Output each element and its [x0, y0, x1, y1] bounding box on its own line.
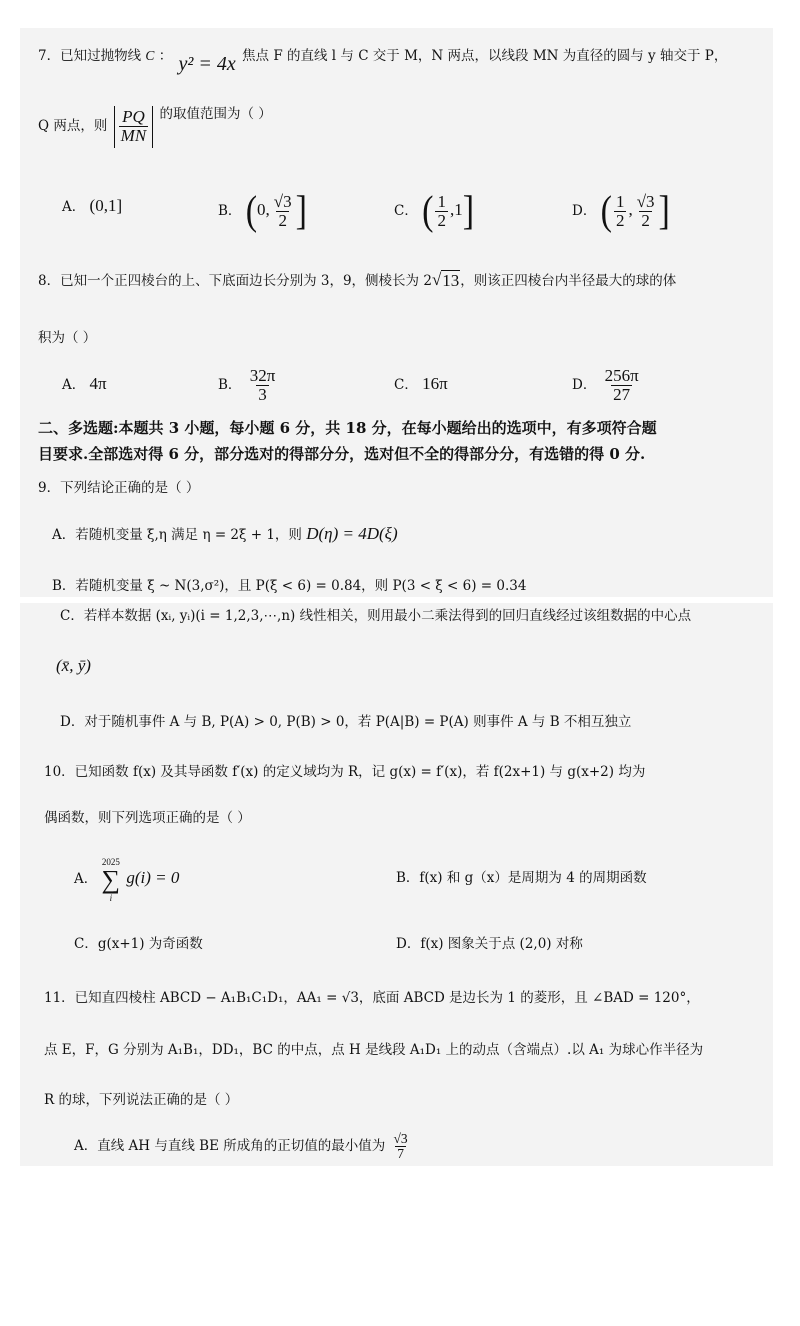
ratio-denominator: MN — [120, 126, 147, 145]
option-label: D． — [572, 203, 597, 219]
option-label: B． — [218, 203, 242, 219]
q7-option-c — [394, 188, 474, 233]
q7-text-b: 焦点 F 的直线 l 与 C 交于 M，N 两点，以线段 MN 为直径的圆与 y 轴交于 P， — [242, 48, 728, 64]
radical-sign: √ — [431, 270, 442, 289]
q10-option-c: C．g(x+1) 为奇函数 — [74, 936, 203, 952]
paren-open: ( — [245, 188, 258, 234]
q8-line1 — [38, 270, 676, 291]
q7-ratio-fraction — [119, 108, 149, 145]
sum-lower-limit: i — [109, 892, 113, 903]
q10-option-b: B．f(x) 和 g（x）是周期为 4 的周期函数 — [396, 870, 647, 886]
q8-option-d-fraction — [603, 367, 641, 404]
radicand: 13 — [442, 271, 460, 290]
sheet-seam — [20, 597, 773, 603]
q8-option-b-fraction — [248, 367, 278, 404]
q8-option-c — [394, 374, 448, 395]
q11-option-a-text: A．直线 AH 与直线 BE 所成角的正切值的最小值为 — [74, 1138, 386, 1154]
option-label: A． — [62, 377, 86, 393]
fraction-numerator: √3 — [273, 192, 292, 212]
q8-line2: 积为（ ） — [38, 330, 97, 346]
q7-option-c-right: ,1 — [449, 200, 463, 219]
fraction-denominator: 2 — [641, 211, 650, 230]
q7-option-a-value: (0,1] — [89, 196, 123, 215]
q7-line1 — [38, 44, 728, 75]
q8-option-b — [218, 360, 279, 410]
section2-heading-line1: 二、多选题:本题共 3 小题，每小题 6 分，共 18 分，在每小题给出的选项中，有多项符合题 — [38, 419, 657, 437]
q9-stem: 9．下列结论正确的是（ ） — [38, 480, 200, 496]
q9-option-c-line2: (x̄, ȳ) — [56, 656, 91, 675]
summation — [102, 857, 121, 903]
q8-option-c-value: 16π — [422, 374, 448, 393]
q8-option-a — [62, 374, 107, 395]
comma: , — [628, 200, 633, 219]
q7-option-d-fraction-1 — [614, 193, 627, 230]
section2-heading-line2: 目要求.全部选对得 6 分，部分选对的得部分分，选对但不全的得部分分，有选错的得 0 分. — [38, 445, 646, 463]
q7-line2 — [38, 104, 272, 148]
q7-option-b-left: 0, — [257, 200, 270, 219]
q10-option-a — [74, 852, 179, 905]
q8-option-d — [572, 360, 643, 410]
paren-open: ( — [422, 188, 434, 234]
q7-curve-name: C — [145, 48, 155, 63]
fraction-numerator: √3 — [393, 1130, 408, 1146]
fraction-numerator: 256π — [604, 366, 639, 386]
fraction-numerator: 32π — [249, 366, 276, 386]
q9-option-b: B．若随机变量 ξ ~ N(3,σ²)，且 P(ξ < 6) = 0.84，则 P(3 < ξ < 6) = 0.34 — [52, 578, 527, 594]
q9-option-a — [52, 524, 398, 545]
q7-option-b — [218, 188, 307, 233]
q8-text-a: 8．已知一个正四棱台的上、下底面边长分别为 3，9，侧棱长为 2 — [38, 273, 432, 289]
sigma-symbol: ∑ — [101, 864, 121, 894]
q8-sqrt — [432, 270, 460, 291]
q7-parabola-equation: y² = 4x — [178, 53, 236, 75]
q8-option-a-value: 4π — [89, 374, 107, 393]
q11-option-a — [74, 1124, 412, 1168]
bracket-close: ] — [658, 188, 670, 234]
q10-option-a-expression: g(i) = 0 — [126, 868, 180, 887]
fraction-denominator: 2 — [278, 211, 287, 230]
q7-option-b-fraction — [272, 193, 294, 230]
paren-open: ( — [600, 188, 612, 234]
sum-upper-limit: 2025 — [101, 856, 120, 867]
abs-bar-left — [114, 106, 115, 148]
fraction-denominator: 2 — [437, 211, 446, 230]
q10-line2: 偶函数，则下列选项正确的是（ ） — [44, 810, 251, 826]
ratio-numerator: PQ — [122, 107, 145, 127]
q8-text-b: ，则该正四棱台内半径最大的球的体 — [460, 273, 677, 289]
q9-option-d: D．对于随机事件 A 与 B, P(A) > 0, P(B) > 0，若 P(A|B) = P(A) 则事件 A 与 B 不相互独立 — [60, 714, 632, 730]
fraction-denominator: 7 — [397, 1146, 404, 1161]
abs-bar-right — [152, 106, 153, 148]
q9-option-c-line1: C．若样本数据 (xᵢ, yᵢ)(i = 1,2,3,⋯,n) 线性相关，则用最小二乘法得到的回归直线经过该组数据的中心点 — [60, 608, 692, 624]
q10-line1: 10．已知函数 f(x) 及其导函数 f′(x) 的定义域均为 R，记 g(x) = f′(x)，若 f(2x+1) 与 g(x+2) 均为 — [44, 764, 646, 780]
q11-line3: R 的球，下列说法正确的是（ ） — [44, 1092, 239, 1108]
q7-option-c-fraction — [435, 193, 448, 230]
q7-option-a — [62, 196, 122, 217]
fraction-numerator: 1 — [615, 192, 625, 212]
q7-option-d-fraction-2 — [635, 193, 657, 230]
option-label: A． — [62, 199, 86, 215]
option-label: C． — [394, 203, 418, 219]
fraction-denominator: 27 — [613, 385, 631, 404]
q7-text-a: 7．已知过抛物线 — [38, 48, 142, 64]
q9-option-a-formula: D(η) = 4D(ξ) — [306, 524, 398, 543]
q7-colon: ： — [158, 48, 173, 64]
option-label: B． — [218, 377, 242, 393]
bracket-close: ] — [462, 188, 475, 234]
option-label: A． — [74, 871, 98, 887]
q7-option-d — [572, 188, 670, 233]
q10-option-d: D．f(x) 图象关于点 (2,0) 对称 — [396, 936, 583, 952]
option-label: C． — [394, 377, 418, 393]
q9-option-a-text: A．若随机变量 ξ,η 满足 η = 2ξ + 1，则 — [52, 527, 302, 543]
fraction-denominator: 3 — [258, 385, 267, 404]
q11-line2: 点 E，F，G 分别为 A₁B₁，DD₁，BC 的中点，点 H 是线段 A₁D₁ 上的动点（含端点）.以 A₁ 为球心作半径为 — [44, 1042, 704, 1058]
fraction-denominator: 2 — [615, 211, 625, 230]
fraction-numerator: 1 — [437, 192, 446, 212]
bracket-close: ] — [295, 188, 307, 234]
q11-option-a-fraction — [392, 1132, 410, 1161]
fraction-numerator: √3 — [636, 192, 655, 212]
q7-line2-a: Q 两点，则 — [38, 118, 108, 134]
q11-line1: 11．已知直四棱柱 ABCD − A₁B₁C₁D₁，AA₁ = √3，底面 ABCD 是边长为 1 的菱形，且 ∠BAD = 120°， — [44, 990, 700, 1006]
option-label: D． — [572, 377, 597, 393]
q7-line2-b: 的取值范围为（ ） — [159, 106, 272, 122]
